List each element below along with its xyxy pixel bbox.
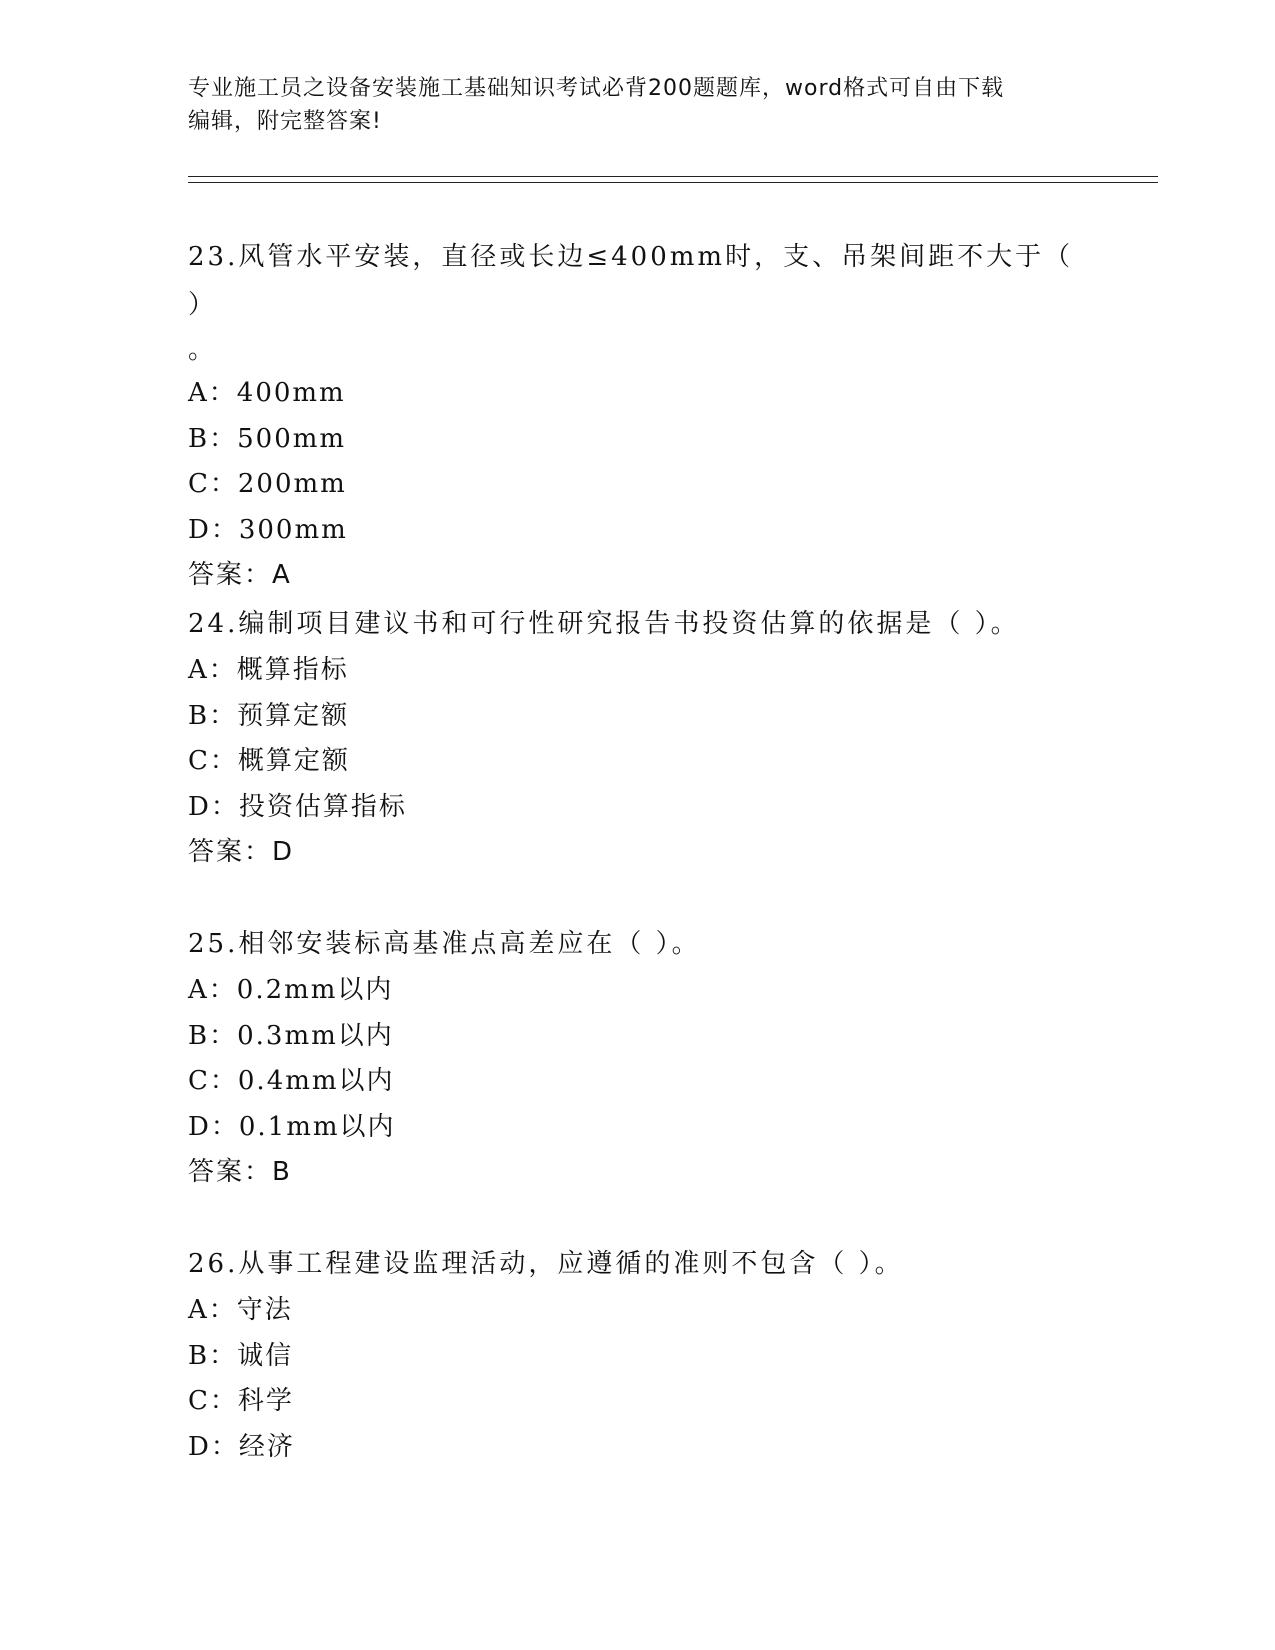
option-b: B：0.3mm以内 bbox=[188, 1020, 394, 1051]
option-d: D：0.1mm以内 bbox=[188, 1111, 396, 1142]
question-stem: 24.编制项目建议书和可行性研究报告书投资估算的依据是（ ）。 bbox=[188, 609, 1020, 639]
option-a: A：守法 bbox=[188, 1295, 293, 1325]
answer: 答案：D bbox=[188, 837, 295, 867]
option-d: D：投资估算指标 bbox=[188, 791, 407, 822]
option-c: C：200mm bbox=[188, 469, 347, 499]
header-divider-top bbox=[188, 176, 1158, 177]
question-23 bbox=[188, 233, 1088, 599]
option-a: A：概算指标 bbox=[188, 655, 349, 685]
option-c: C：概算定额 bbox=[188, 746, 350, 776]
header-divider-bottom bbox=[188, 182, 1158, 183]
question-stem-continuation: 。 bbox=[188, 335, 218, 365]
question-stem: 25.相邻安装标高基准点高差应在（ ）。 bbox=[188, 929, 701, 959]
document-header bbox=[188, 72, 1088, 138]
question-stem: 26.从事工程建设监理活动，应遵循的准则不包含（ ）。 bbox=[188, 1249, 904, 1279]
answer: 答案：A bbox=[188, 560, 292, 590]
option-b: B：诚信 bbox=[188, 1340, 294, 1371]
question-stem: 23.风管水平安装，直径或长边≤400mm时，支、吊架间距不大于（ ） bbox=[188, 242, 1074, 320]
header-title-line1: 专业施工员之设备安装施工基础知识考试必背200题题库，word格式可自由下载 bbox=[188, 76, 1005, 101]
header-title-line2: 编辑，附完整答案! bbox=[188, 109, 382, 134]
option-c: C：0.4mm以内 bbox=[188, 1066, 395, 1096]
question-24 bbox=[188, 600, 1088, 876]
question-25 bbox=[188, 920, 1088, 1196]
option-b: B：预算定额 bbox=[188, 700, 350, 731]
answer: 答案：B bbox=[188, 1157, 292, 1187]
option-b: B：500mm bbox=[188, 423, 347, 454]
option-a: A：0.2mm以内 bbox=[188, 975, 394, 1005]
option-d: D：经济 bbox=[188, 1431, 295, 1462]
option-c: C：科学 bbox=[188, 1386, 294, 1416]
question-26 bbox=[188, 1240, 1088, 1470]
option-d: D：300mm bbox=[188, 514, 348, 545]
option-a: A：400mm bbox=[188, 378, 346, 408]
